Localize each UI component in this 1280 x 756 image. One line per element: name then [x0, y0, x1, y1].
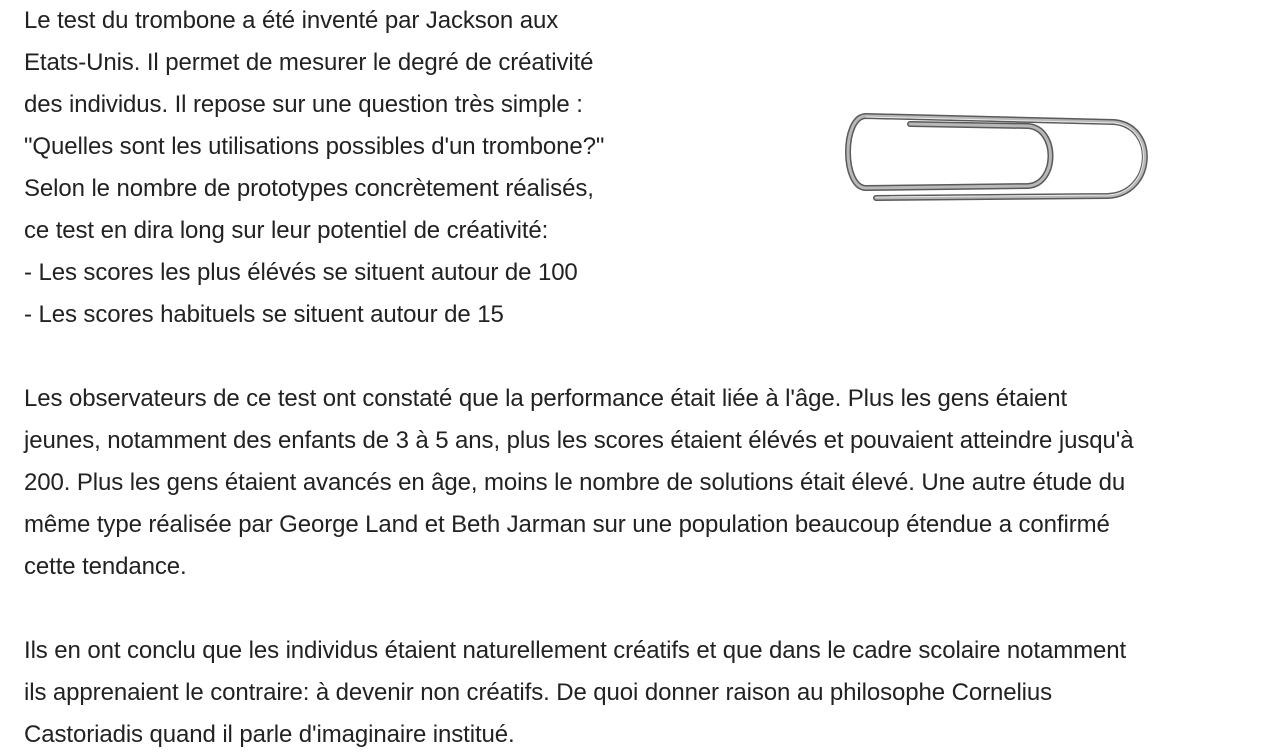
paragraph-line: 200. Plus les gens étaient avancés en âge, moins le nombre de solutions était élevé. Une autre étude du — [24, 469, 1126, 496]
intro-line: des individus. Il repose sur une question très simple : — [24, 91, 583, 118]
intro-line: Etats-Unis. Il permet de mesurer le degré de créativité — [24, 49, 594, 76]
intro-line: Selon le nombre de prototypes concrètement réalisés, — [24, 175, 594, 202]
paragraph-line: Castoriadis quand il parle d'imaginaire institué. — [24, 721, 515, 748]
score-list-item: - Les scores habituels se situent autour de 15 — [24, 301, 504, 328]
paragraph-line: même type réalisée par George Land et Beth Jarman sur une population beaucoup étendue a confirmé — [24, 511, 1110, 538]
intro-line: ce test en dira long sur leur potentiel de créativité: — [24, 217, 549, 244]
intro-line: "Quelles sont les utilisations possibles d'un trombone?" — [24, 133, 605, 160]
paperclip-image — [836, 104, 1156, 214]
paragraph-line: cette tendance. — [24, 553, 187, 580]
paragraph-line: jeunes, notamment des enfants de 3 à 5 ans, plus les scores étaient élévés et pouvaient atteindre jusqu'à — [24, 427, 1134, 454]
paperclip-icon — [836, 104, 1156, 214]
intro-line: Le test du trombone a été inventé par Jackson aux — [24, 7, 559, 34]
paragraph-line: Les observateurs de ce test ont constaté que la performance était liée à l'âge. Plus les gens étaient — [24, 385, 1068, 412]
score-list-item: - Les scores les plus élévés se situent autour de 100 — [24, 259, 578, 286]
paragraph-line: Ils en ont conclu que les individus étaient naturellement créatifs et que dans le cadre scolaire notamment — [24, 637, 1127, 664]
paragraph-line: ils apprenaient le contraire: à devenir non créatifs. De quoi donner raison au philosophe Cornelius — [24, 679, 1053, 706]
